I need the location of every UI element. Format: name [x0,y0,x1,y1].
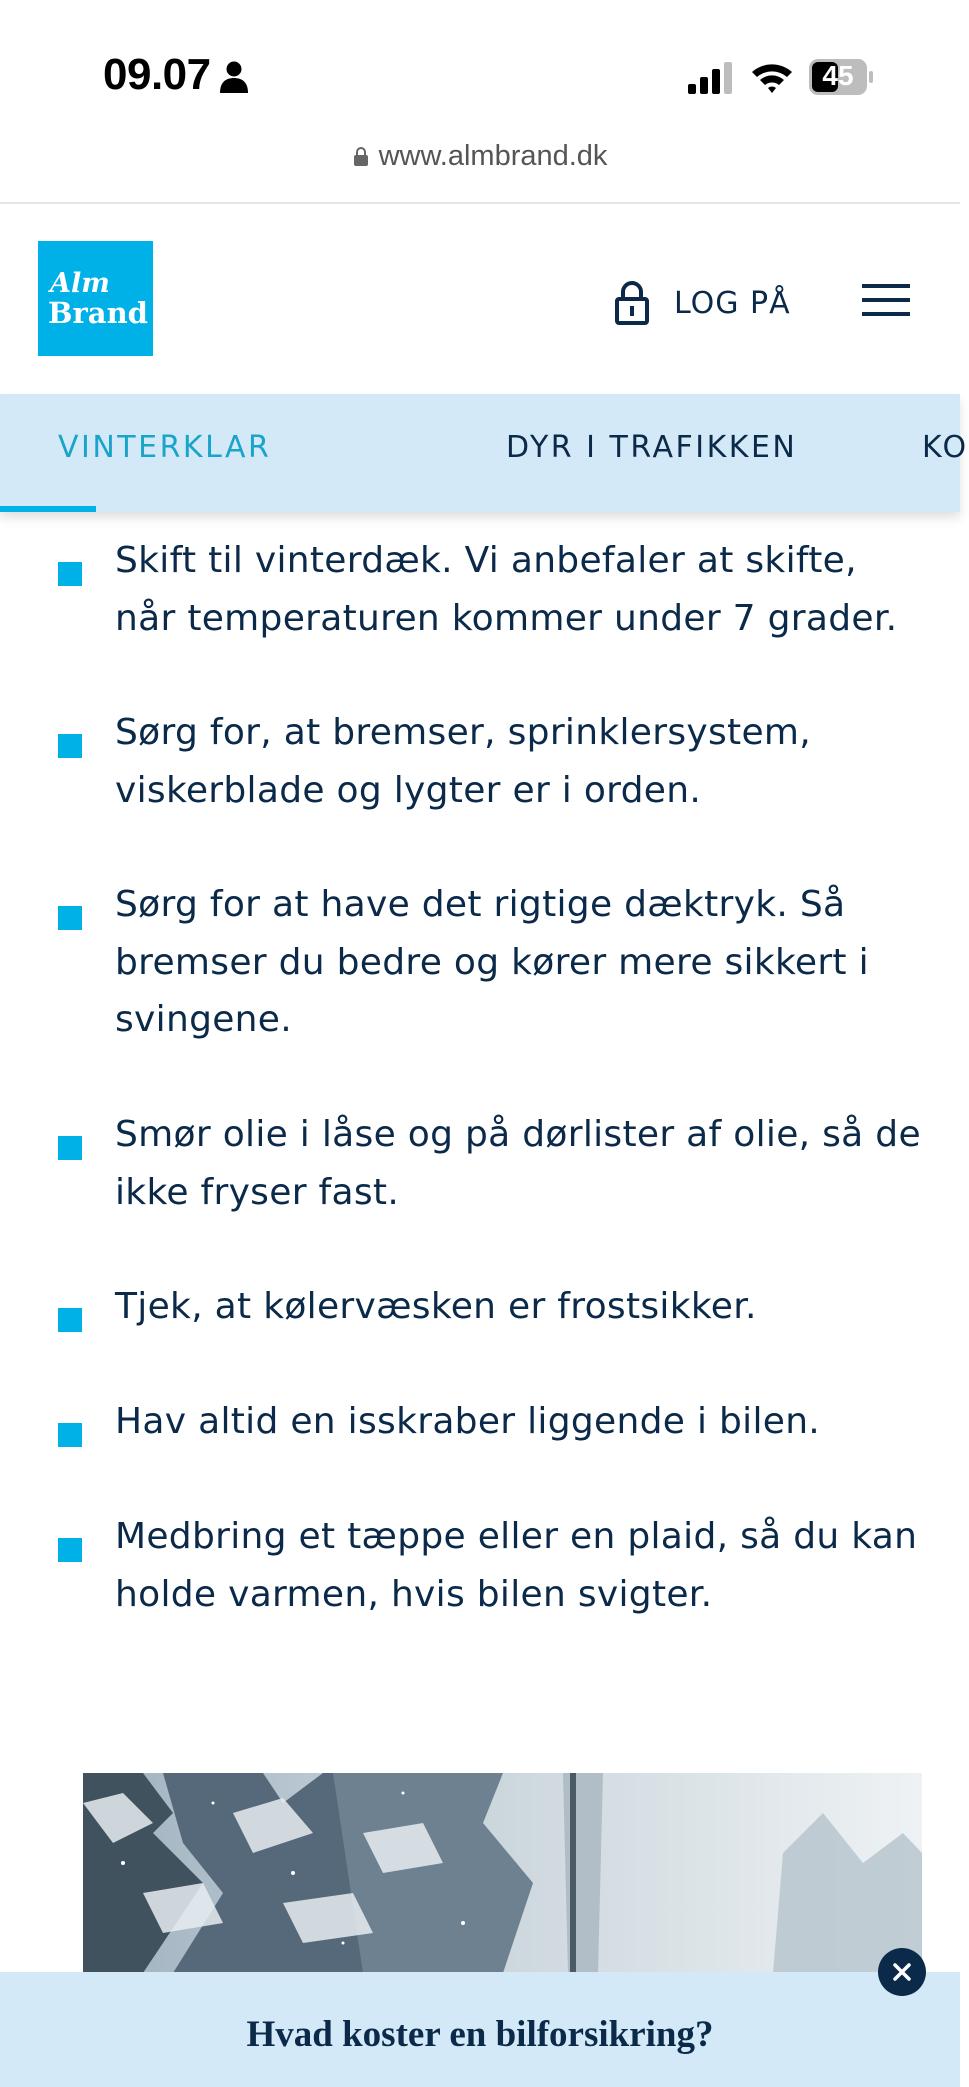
tab-vinterklar[interactable]: VINTERKLAR [58,430,272,465]
cellular-signal-icon [686,62,734,94]
login-button[interactable] [614,278,791,328]
tip-text: Medbring et tæppe eller en plaid, så du kan holde varmen, hvis bilen svigter. [115,1516,918,1615]
person-icon [218,60,250,94]
battery-level: 45 [822,60,854,91]
active-tab-indicator [0,506,96,512]
snowy-trees-photo [83,1773,922,1973]
wifi-icon [750,60,794,94]
close-banner-button[interactable] [878,1948,926,1996]
url-text: www.almbrand.dk [378,140,608,172]
login-label: LOG PÅ [674,285,791,321]
tab-dyr-i-trafikken[interactable]: DYR I TRAFIKKEN [506,430,798,465]
tip-text: Skift til vinterdæk. Vi anbefaler at skifte, når temperaturen kommer under 7 grader. [115,540,898,639]
bullet-square-icon [58,1423,82,1447]
lock-icon [353,147,369,167]
url-bar[interactable] [0,140,960,202]
tip-text: Smør olie i låse og på dørlister af olie, så de ikke fryser fast. [115,1114,921,1213]
status-time: 09.07 [103,50,211,99]
bullet-square-icon [58,1136,82,1160]
tip-text: Hav altid en isskraber liggende i bilen. [115,1401,821,1442]
bullet-square-icon [58,1308,82,1332]
price-cta-banner[interactable] [0,1972,960,2087]
tab-bar [0,394,969,512]
close-icon [892,1962,912,1982]
bullet-square-icon [58,1538,82,1562]
logo-text-bottom: Brand [48,295,148,330]
tip-text: Sørg for at have det rigtige dæktryk. Så bremser du bedre og kører mere sikkert i svingene. [115,884,869,1040]
logo-text-top: Alm [50,267,110,299]
tip-text: Tjek, at kølervæsken er frostsikker. [115,1286,757,1327]
bullet-square-icon [58,734,82,758]
alm-brand-logo[interactable] [38,241,153,356]
tab-ko[interactable]: KO [922,430,969,465]
padlock-icon [614,281,650,325]
bullet-square-icon [58,562,82,586]
cta-text: Hvad koster en bilforsikring? [246,2014,714,2055]
bullet-square-icon [58,906,82,930]
status-bar [0,0,960,140]
hamburger-menu-icon[interactable] [862,282,910,318]
tip-text: Sørg for, at bremser, sprinklersystem, viskerblade og lygter er i orden. [115,712,812,811]
site-header [0,204,960,394]
